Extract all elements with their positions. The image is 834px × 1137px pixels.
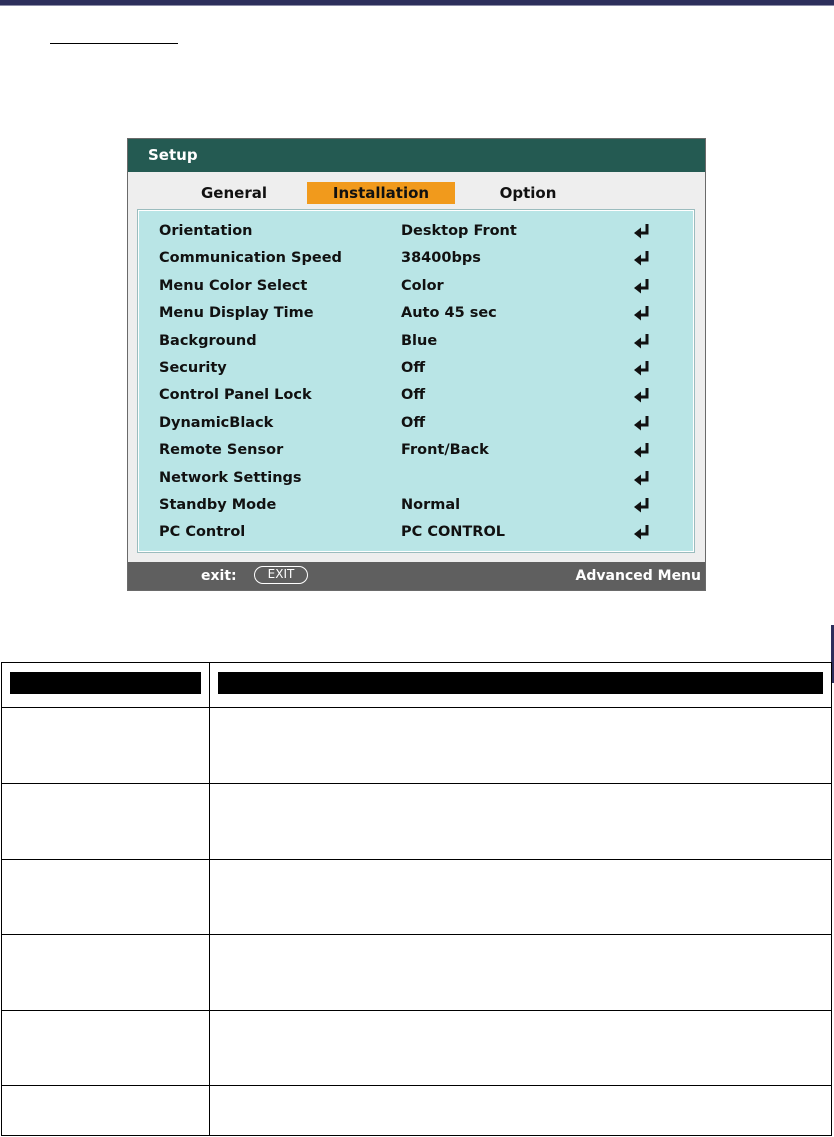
setting-label: PC Control: [159, 524, 246, 541]
setting-label: Standby Mode: [159, 497, 277, 513]
setting-value: PC CONTROL: [401, 524, 506, 541]
settings-panel: [138, 210, 694, 552]
setting-row-orientation[interactable]: [139, 219, 693, 246]
setting-row-remote-sensor[interactable]: [139, 438, 693, 465]
setting-label: Orientation: [159, 223, 253, 239]
enter-icon[interactable]: [632, 304, 652, 322]
table-row-divider: [2, 1010, 831, 1011]
table-row-divider: [2, 859, 831, 860]
setup-menu: [127, 138, 706, 591]
setting-value: 38400bps: [401, 250, 481, 267]
setting-value: Blue: [401, 332, 438, 349]
tab-general[interactable]: General: [201, 184, 267, 202]
setting-row-communication-speed[interactable]: [139, 246, 693, 273]
setting-value: Off: [401, 387, 426, 404]
enter-icon[interactable]: [632, 469, 652, 487]
setting-label: Security: [159, 360, 227, 376]
setting-value: Desktop Front: [401, 223, 517, 239]
enter-icon[interactable]: [632, 441, 652, 459]
enter-icon[interactable]: [632, 277, 652, 295]
setting-label: Background: [159, 332, 257, 349]
setting-label: Remote Sensor: [159, 442, 284, 459]
tab-option[interactable]: Option: [499, 184, 557, 202]
setting-label: Control Panel Lock: [159, 387, 312, 404]
table-row-divider: [2, 707, 831, 708]
setting-value: Front/Back: [401, 442, 489, 459]
setting-row-standby-mode[interactable]: [139, 493, 693, 520]
setting-value: Normal: [401, 497, 461, 513]
setting-row-background[interactable]: [139, 329, 693, 356]
setting-value: Color: [401, 277, 444, 294]
exit-button[interactable]: EXIT: [254, 566, 308, 584]
setting-label: Network Settings: [159, 469, 302, 486]
enter-icon[interactable]: [632, 414, 652, 432]
setting-row-dynamicblack[interactable]: [139, 411, 693, 438]
setting-row-pc-control[interactable]: [139, 520, 693, 547]
tab-installation[interactable]: Installation: [307, 182, 455, 204]
description-table: [1, 662, 832, 1136]
advanced-menu-label: Advanced Menu: [575, 568, 701, 584]
table-column-divider: [209, 663, 210, 1135]
setting-value: Auto 45 sec: [401, 305, 497, 322]
setting-label: Communication Speed: [159, 250, 342, 267]
exit-label: exit:: [201, 568, 237, 584]
menu-body: [128, 172, 705, 562]
setting-label: Menu Display Time: [159, 305, 314, 322]
section-heading-underline: [50, 43, 178, 44]
setting-row-menu-color-select[interactable]: [139, 274, 693, 301]
table-header-cell: [218, 672, 823, 694]
enter-icon[interactable]: [632, 249, 652, 267]
setting-label: Menu Color Select: [159, 277, 308, 294]
enter-icon[interactable]: [632, 523, 652, 541]
enter-icon[interactable]: [632, 332, 652, 350]
menu-footer: [128, 562, 705, 590]
setting-row-menu-display-time[interactable]: [139, 301, 693, 328]
enter-icon[interactable]: [632, 386, 652, 404]
setting-row-control-panel-lock[interactable]: [139, 383, 693, 410]
setting-value: Off: [401, 414, 426, 431]
menu-title: Setup: [128, 139, 705, 172]
page-top-rule: [0, 5, 834, 6]
setting-row-network-settings[interactable]: [139, 466, 693, 493]
setting-label: DynamicBlack: [159, 414, 274, 431]
table-header-cell: [10, 672, 201, 694]
enter-icon[interactable]: [632, 359, 652, 377]
table-row-divider: [2, 1085, 831, 1086]
setting-row-security[interactable]: [139, 356, 693, 383]
table-row-divider: [2, 783, 831, 784]
table-row-divider: [2, 934, 831, 935]
enter-icon[interactable]: [632, 496, 652, 514]
setting-value: Off: [401, 360, 426, 376]
enter-icon[interactable]: [632, 222, 652, 240]
